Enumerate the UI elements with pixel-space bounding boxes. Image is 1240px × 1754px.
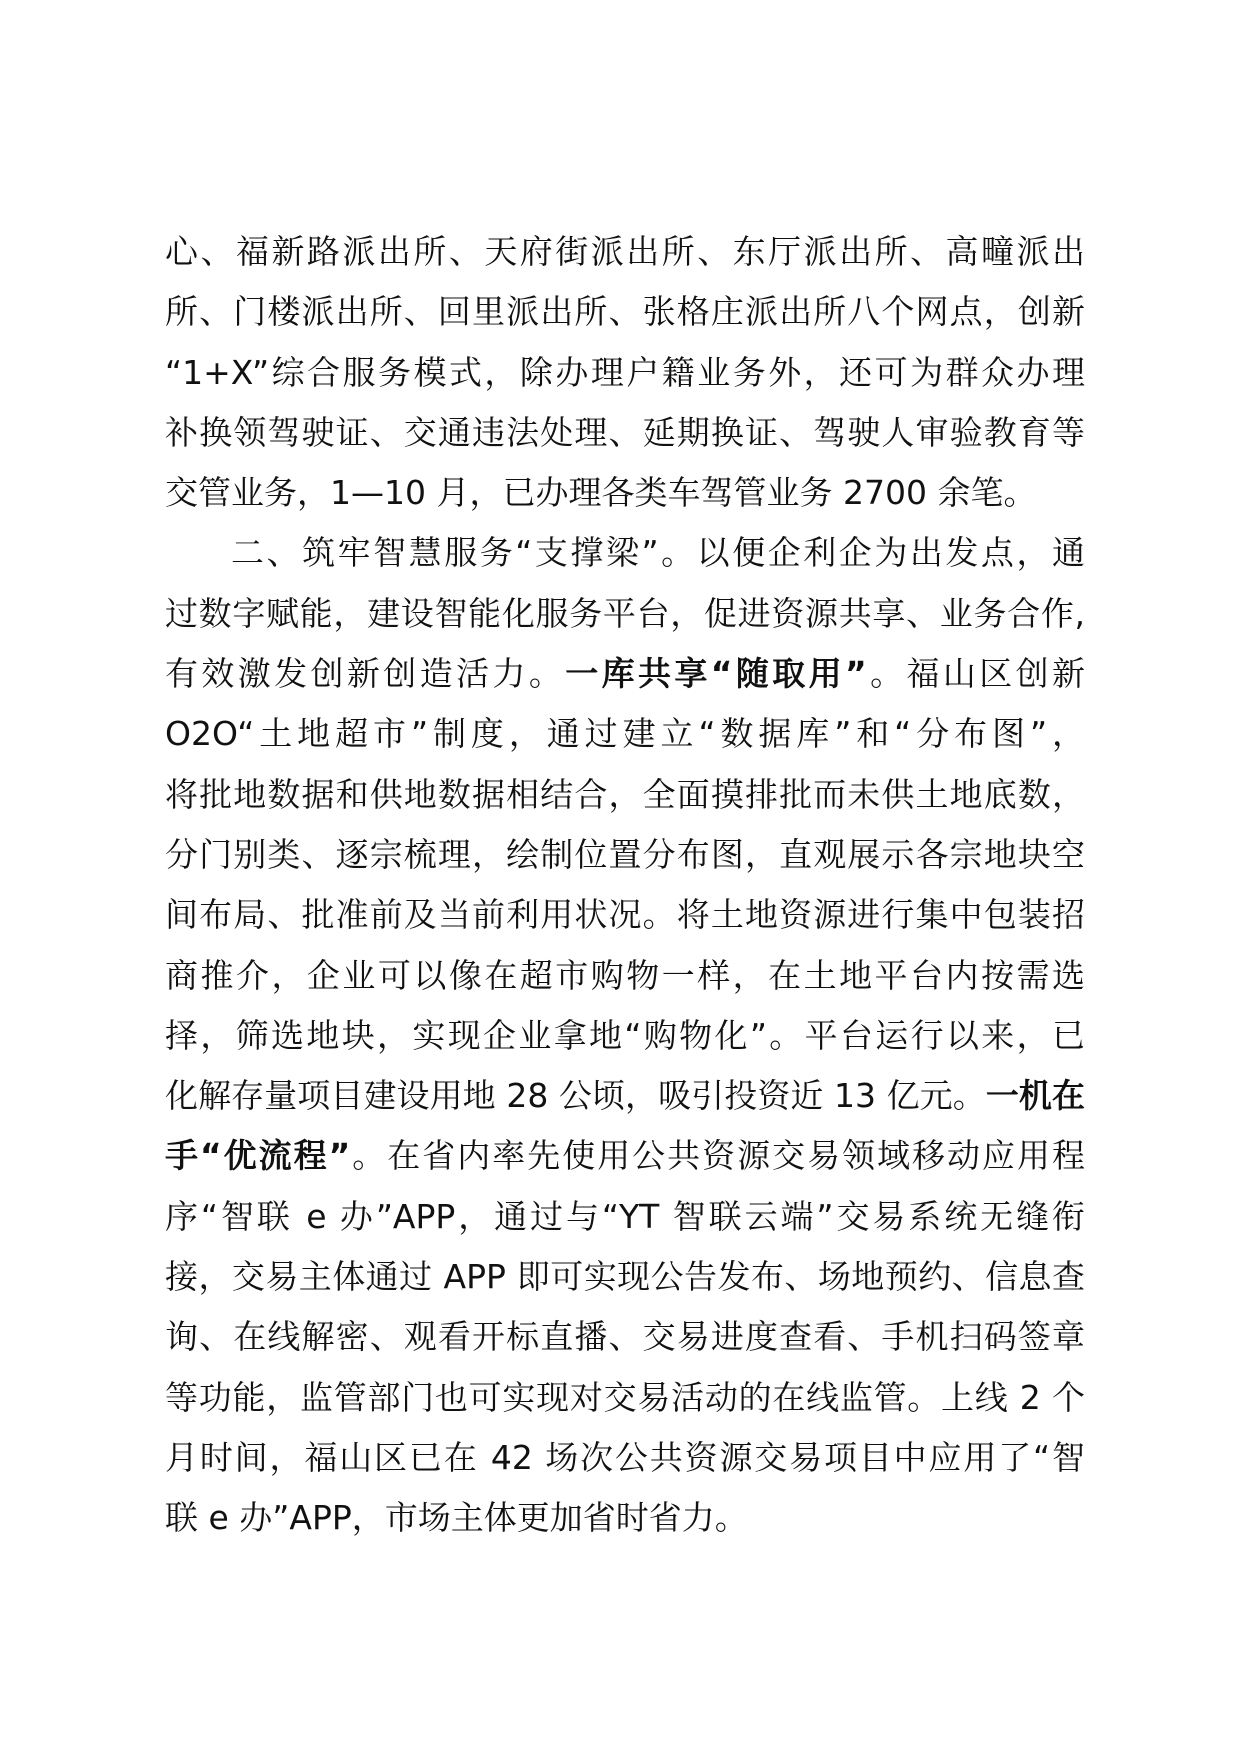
text-line: 序“智联 e 办”APP，通过与“YT 智联云端”交易系统无缝衔 xyxy=(165,1196,1085,1236)
text-line: 商推介，企业可以像在超市购物一样，在土地平台内按需选 xyxy=(165,955,1085,995)
text-line: 将批地数据和供地数据相结合，全面摸排批而未供土地底数， xyxy=(165,774,1085,814)
bold-subheading: 手“优流程” xyxy=(165,1136,351,1176)
text-segment: 化解存量项目建设用地 28 公顷，吸引投资近 13 亿元。 xyxy=(165,1076,986,1116)
text-line: 择，筛选地块，实现企业拿地“购物化”。平台运行以来，已 xyxy=(165,1015,1085,1055)
text-segment: 。在省内率先使用公共资源交易领域移动应用程 xyxy=(350,1136,1085,1176)
text-line: 联 e 办”APP，市场主体更加省时省力。 xyxy=(165,1498,748,1538)
text-segment: 有效激发创新创造活力。 xyxy=(165,654,566,694)
text-line: 等功能，监管部门也可实现对交易活动的在线监管。上线 2 个 xyxy=(165,1377,1085,1417)
text-line xyxy=(165,1126,1085,1186)
body-text xyxy=(165,222,1085,1549)
text-line: “1+X”综合服务模式，除办理户籍业务外，还可为群众办理 xyxy=(165,352,1085,392)
text-line xyxy=(165,1066,1085,1126)
text-line: 月时间，福山区已在 42 场次公共资源交易项目中应用了“智 xyxy=(165,1437,1085,1477)
text-line: 询、在线解密、观看开标直播、交易进度查看、手机扫码签章 xyxy=(165,1317,1085,1357)
section-heading-line: 二、筑牢智慧服务“支撑梁”。以便企利企为出发点，通 xyxy=(231,533,1085,573)
bold-subheading: 一机在 xyxy=(985,1076,1085,1116)
text-line: 接，交易主体通过 APP 即可实现公告发布、场地预约、信息查 xyxy=(165,1257,1085,1297)
text-line: O2O“土地超市”制度，通过建立“数据库”和“分布图”， xyxy=(165,714,1085,754)
text-line: 过数字赋能，建设智能化服务平台，促进资源共享、业务合作, xyxy=(165,593,1085,633)
bold-subheading: 一库共享“随取用” xyxy=(565,654,867,694)
text-line: 心、福新路派出所、天府街派出所、东厅派出所、高疃派出 xyxy=(165,232,1085,271)
text-segment: 。福山区创新 xyxy=(866,654,1085,694)
text-line: 所、门楼派出所、回里派出所、张格庄派出所八个网点，创新 xyxy=(165,292,1085,332)
text-line: 分门别类、逐宗梳理，绘制位置分布图，直观展示各宗地块空 xyxy=(165,834,1085,874)
text-line: 交管业务，1—10 月，已办理各类车驾管业务 2700 余笔。 xyxy=(165,473,1037,513)
text-line: 间布局、批准前及当前利用状况。将土地资源进行集中包装招 xyxy=(165,895,1085,935)
text-line xyxy=(165,644,1085,704)
text-line: 补换领驾驶证、交通违法处理、延期换证、驾驶人审验教育等 xyxy=(165,412,1085,452)
